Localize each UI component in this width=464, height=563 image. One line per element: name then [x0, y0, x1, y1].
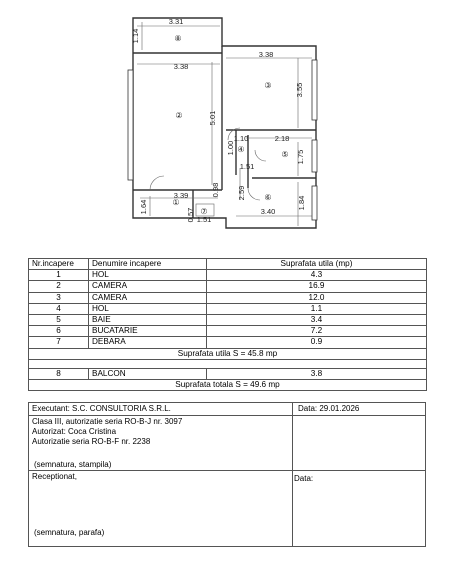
table-row	[29, 314, 427, 325]
cell-area: 1.1	[207, 303, 427, 314]
rooms-table	[28, 258, 427, 391]
dim-text: 3.31	[168, 17, 184, 26]
cell-nr: 7	[29, 337, 89, 348]
table-row	[29, 270, 427, 281]
header-area: Suprafata utila (mp)	[207, 259, 427, 270]
authorization-class: Clasa III, autorizatie seria RO-B-J nr. 3097	[32, 417, 183, 426]
cell-nr: 3	[29, 292, 89, 303]
dim-text: 0.98	[211, 182, 220, 198]
cell-name: BAIE	[89, 314, 207, 325]
table-row	[29, 326, 427, 337]
signature-block	[28, 402, 426, 547]
header-name: Denumire incapere	[89, 259, 207, 270]
grand-total-row	[29, 379, 427, 390]
room-label-5: ⑤	[281, 150, 289, 159]
table-header-row	[29, 259, 427, 270]
util-total-row	[29, 348, 427, 359]
cell-name: CAMERA	[89, 292, 207, 303]
cell-name: HOL	[89, 270, 207, 281]
dim-text: 5.01	[208, 110, 217, 126]
reception-row	[29, 470, 425, 546]
header-nr: Nr.incapere	[29, 259, 89, 270]
cell-nr: 2	[29, 281, 89, 292]
room-label-3: ③	[264, 81, 272, 90]
cell-area: 12.0	[207, 292, 427, 303]
floor-plan-drawing	[0, 0, 464, 245]
date-label: Data: 29.01.2026	[298, 404, 360, 413]
room-label-1: ①	[172, 198, 180, 207]
dim-text: 3.55	[295, 82, 304, 98]
stamp-label: (semnatura, stampila)	[34, 460, 112, 469]
room-label-8: ⑧	[174, 34, 182, 43]
cell-name: CAMERA	[89, 281, 207, 292]
executant-details	[29, 415, 425, 471]
dim-text: 1.00	[226, 140, 235, 156]
cell-area: 3.8	[207, 368, 427, 379]
cell-area: 4.3	[207, 270, 427, 281]
table-row	[29, 292, 427, 303]
cell-area: 7.2	[207, 326, 427, 337]
executant-label: Executant: S.C. CONSULTORIA S.R.L.	[32, 404, 171, 413]
dim-text: 1.10	[233, 134, 249, 143]
cell-area: 3.4	[207, 314, 427, 325]
dim-text: 1.14	[131, 28, 140, 44]
dim-text: 2.59	[237, 185, 246, 201]
room-label-7: ⑦	[200, 207, 208, 216]
dim-text: 3.38	[173, 62, 189, 71]
authorization-series: Autorizatie seria RO-B-F nr. 2238	[32, 437, 151, 446]
table-row	[29, 281, 427, 292]
cell-nr: 4	[29, 303, 89, 314]
blank-cell	[29, 359, 427, 368]
dim-text: 1.75	[296, 149, 305, 165]
dim-text: 3.39	[173, 191, 189, 200]
blank-row	[29, 359, 427, 368]
parafa-label: (semnatura, parafa)	[34, 528, 105, 537]
dim-text: 0.57	[186, 207, 195, 223]
dim-text: 1.51	[239, 162, 255, 171]
room-label-2: ②	[175, 111, 183, 120]
table-row	[29, 337, 427, 348]
util-total: Suprafata utila S = 45.8 mp	[29, 348, 427, 359]
cell-nr: 5	[29, 314, 89, 325]
floor-plan	[0, 0, 464, 245]
cell-nr: 1	[29, 270, 89, 281]
cell-nr: 8	[29, 368, 89, 379]
date2-label: Data:	[294, 474, 314, 483]
balcon-row	[29, 368, 427, 379]
cell-name: DEBARA	[89, 337, 207, 348]
dim-text: 3.40	[260, 207, 276, 216]
receptionat-label: Receptionat,	[32, 472, 77, 481]
cell-nr: 6	[29, 326, 89, 337]
cell-name: BUCATARIE	[89, 326, 207, 337]
room-label-4: ④	[237, 145, 245, 154]
cell-area: 16.9	[207, 281, 427, 292]
authorized-person: Autorizat: Coca Cristina	[32, 427, 117, 436]
dim-text: 1.84	[297, 195, 306, 211]
dim-text: 2.18	[274, 134, 290, 143]
table-row	[29, 303, 427, 314]
cell-area: 0.9	[207, 337, 427, 348]
dim-text: 1.64	[139, 199, 148, 215]
cell-name: HOL	[89, 303, 207, 314]
dim-text: 1.51	[196, 215, 212, 224]
cell-name: BALCON	[89, 368, 207, 379]
room-label-6: ⑥	[264, 193, 272, 202]
dim-text: 3.38	[258, 50, 274, 59]
grand-total: Suprafata totala S = 49.6 mp	[29, 379, 427, 390]
